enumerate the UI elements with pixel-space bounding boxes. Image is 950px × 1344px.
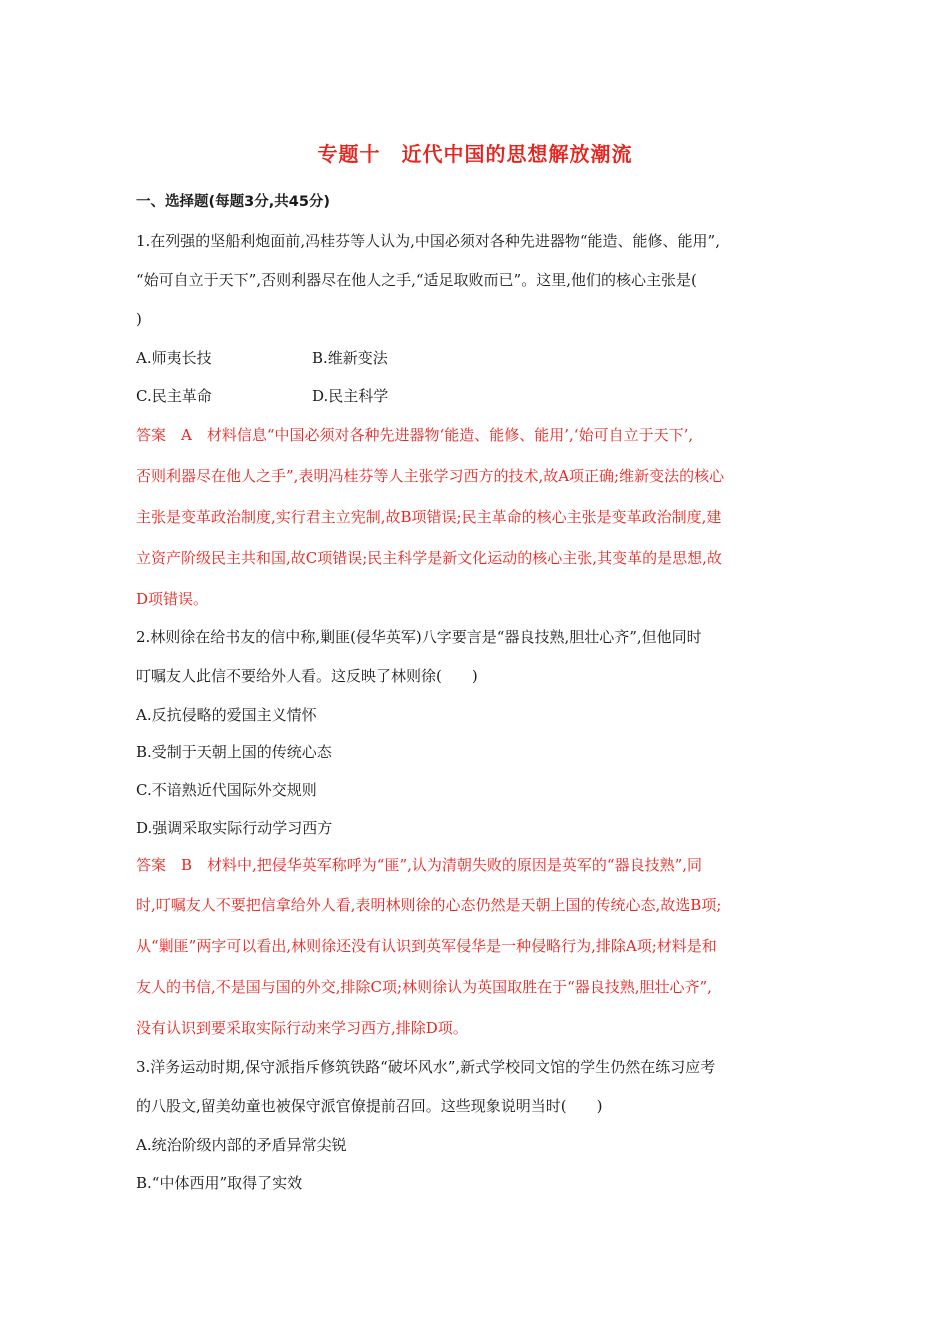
option-b: B.维新变法 bbox=[312, 349, 388, 367]
option-d: D.民主科学 bbox=[312, 387, 389, 405]
question-2-option-d: D.强调采取实际行动学习西方 bbox=[136, 819, 333, 837]
question-2-option-a: A.反抗侵略的爱国主义情怀 bbox=[136, 706, 317, 724]
question-1-stem-line: 1.在列强的坚船利炮面前,冯桂芬等人认为,中国必须对各种先进器物“能造、能修、能用”, bbox=[136, 232, 720, 250]
question-1-answer-line: 立资产阶级民主共和国,故C项错误;民主科学是新文化运动的核心主张,其变革的是思想,故 bbox=[136, 549, 722, 567]
question-1-stem-line: “始可自立于天下”,否则利器尽在他人之手,“适足取败而已”。这里,他们的核心主张是( bbox=[136, 271, 697, 289]
question-1-answer-line: 否则利器尽在他人之手”,表明冯桂芬等人主张学习西方的技术,故A项正确;维新变法的核心 bbox=[136, 467, 725, 485]
option-c: C.民主革命 bbox=[136, 387, 212, 405]
question-1-answer-line: D项错误。 bbox=[136, 590, 209, 608]
document-title: 专题十 近代中国的思想解放潮流 bbox=[317, 142, 633, 166]
question-2-answer-line: 答案 B 材料中,把侵华英军称呼为“匪”,认为清朝失败的原因是英军的“器良技熟”,同 bbox=[136, 856, 703, 874]
question-2-stem-line: 2.林则徐在给书友的信中称,剿匪(侵华英军)八字要言是“器良技熟,胆壮心齐”,但他同时 bbox=[136, 628, 702, 646]
question-3-option-b: B.“中体西用”取得了实效 bbox=[136, 1174, 303, 1192]
question-1-answer-line: 答案 A 材料信息“中国必须对各种先进器物‘能造、能修、能用’,‘始可自立于天下’, bbox=[136, 426, 694, 444]
question-3-stem-line: 的八股文,留美幼童也被保守派官僚提前召回。这些现象说明当时( ) bbox=[136, 1097, 603, 1115]
section-heading: 一、选择题(每题3分,共45分) bbox=[136, 194, 331, 210]
question-1-options-row bbox=[136, 348, 636, 368]
question-2-answer-line: 时,叮嘱友人不要把信拿给外人看,表明林则徐的心态仍然是天朝上国的传统心态,故选B项; bbox=[136, 896, 722, 914]
question-1-options-row bbox=[136, 386, 636, 406]
question-2-answer-line: 没有认识到要采取实际行动来学习西方,排除D项。 bbox=[136, 1019, 468, 1037]
question-2-option-b: B.受制于天朝上国的传统心态 bbox=[136, 743, 332, 761]
question-3-option-a: A.统治阶级内部的矛盾异常尖锐 bbox=[136, 1136, 347, 1154]
question-1-stem-line: ) bbox=[136, 310, 142, 328]
question-2-answer-line: 从“剿匪”两字可以看出,林则徐还没有认识到英军侵华是一种侵略行为,排除A项;材料是和 bbox=[136, 937, 717, 955]
question-2-answer-line: 友人的书信,不是国与国的外交,排除C项;林则徐认为英国取胜在于“器良技熟,胆壮心齐”, bbox=[136, 978, 712, 996]
option-a: A.师夷长技 bbox=[136, 349, 212, 367]
question-2-option-c: C.不谙熟近代国际外交规则 bbox=[136, 781, 317, 799]
question-1-answer-line: 主张是变革政治制度,实行君主立宪制,故B项错误;民主革命的核心主张是变革政治制度,建 bbox=[136, 508, 722, 526]
question-3-stem-line: 3.洋务运动时期,保守派指斥修筑铁路“破坏风水”,新式学校同文馆的学生仍然在练习应考 bbox=[136, 1058, 716, 1076]
question-2-stem-line: 叮嘱友人此信不要给外人看。这反映了林则徐( ) bbox=[136, 667, 478, 685]
